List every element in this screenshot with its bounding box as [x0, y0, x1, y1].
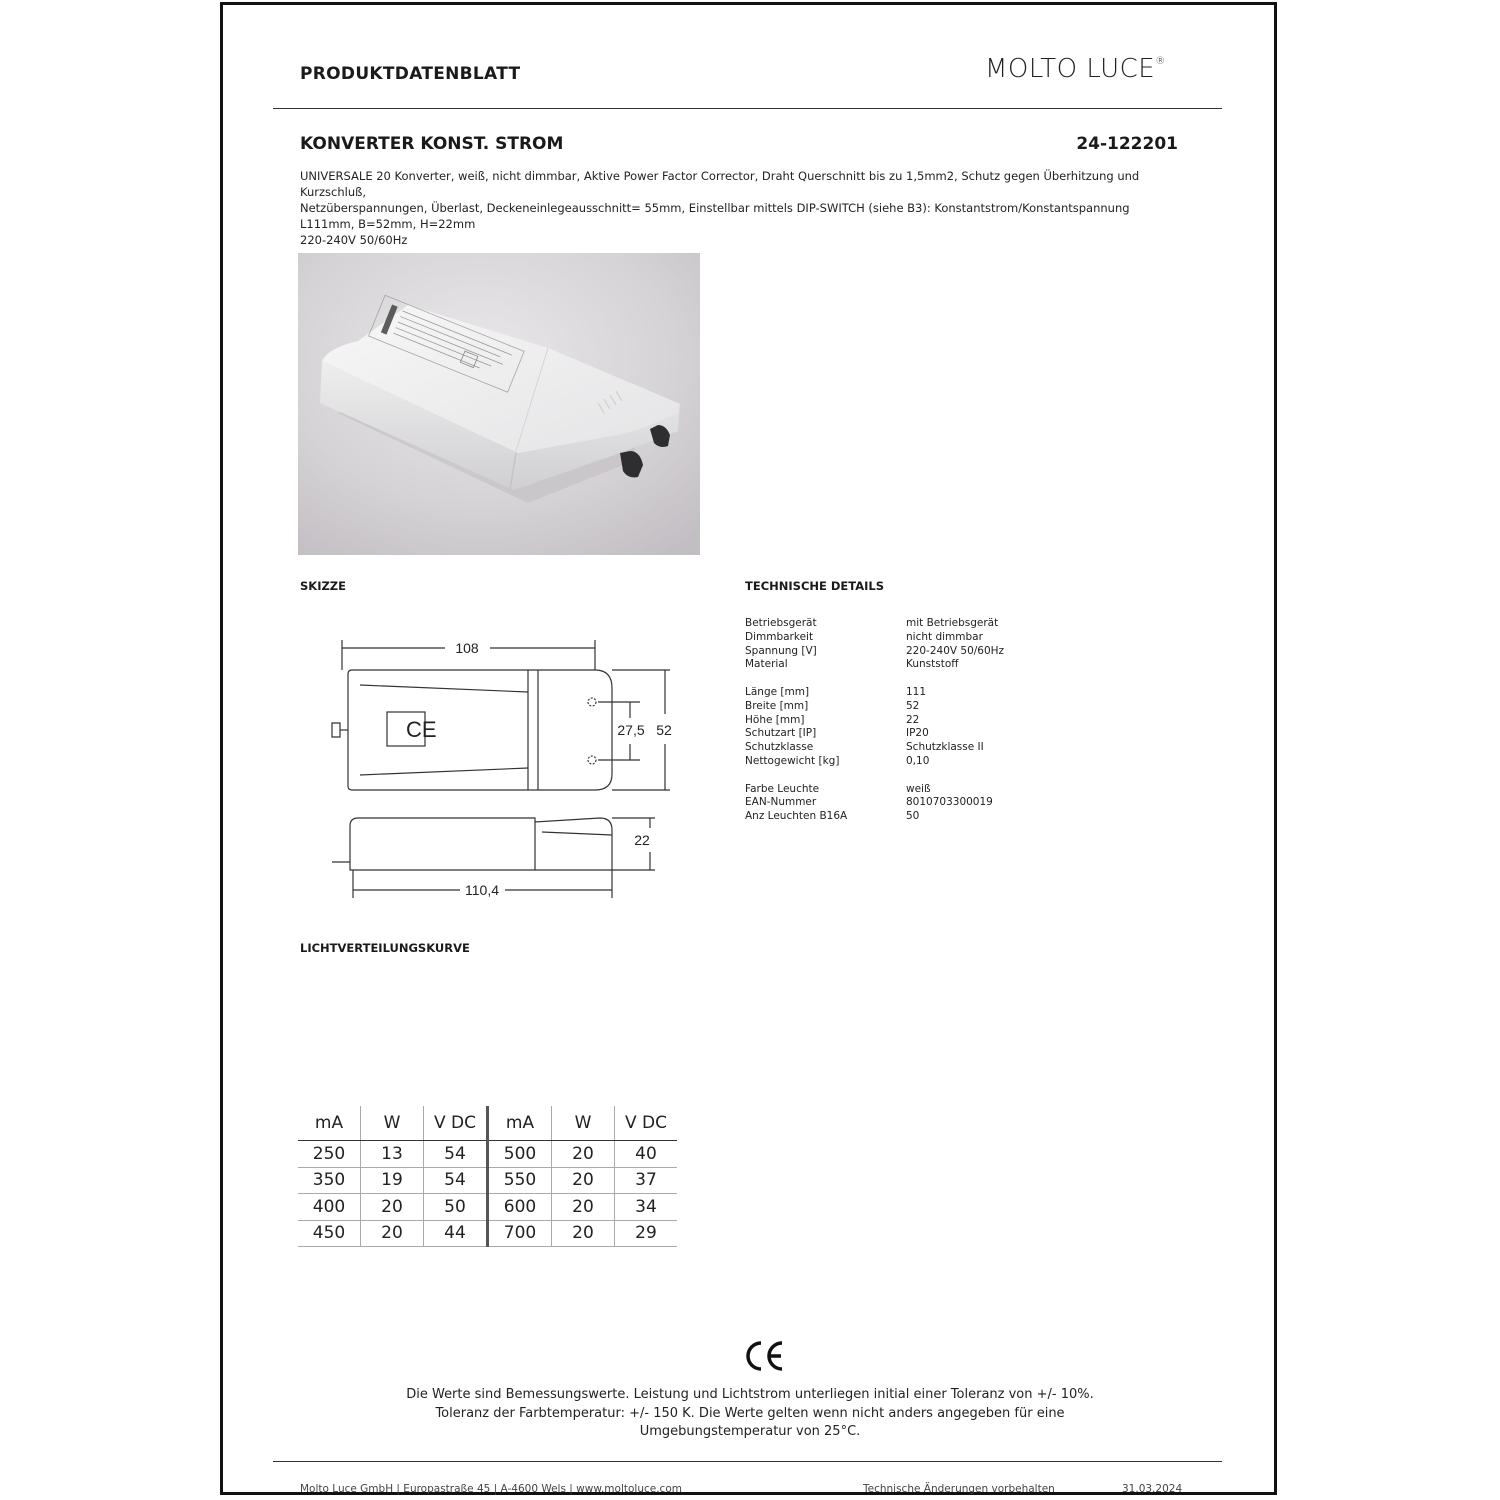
tech-details-list [745, 617, 1004, 824]
tech-detail-row [745, 686, 1004, 700]
tech-detail-value: 111 [906, 685, 927, 698]
table-cell: 20 [552, 1167, 615, 1194]
group-spacer [745, 769, 1004, 783]
col-header: W [361, 1106, 424, 1141]
tech-detail-value: nicht dimmbar [906, 630, 983, 643]
table-cell: 29 [615, 1220, 678, 1247]
description-line: L111mm, B=52mm, H=22mm [300, 217, 476, 231]
tolerance-note [300, 1386, 1200, 1442]
logo-mark: ® [1155, 56, 1166, 67]
table-cell: 40 [615, 1141, 678, 1168]
footer-date: 31.03.2024 [1122, 1483, 1183, 1495]
table-cell: 54 [424, 1141, 488, 1168]
tech-detail-row [745, 783, 1004, 797]
tech-detail-key: Länge [mm] [745, 685, 810, 698]
tech-detail-row [745, 741, 1004, 755]
tech-detail-value: Kunststoff [906, 658, 959, 671]
tech-detail-value: 0,10 [906, 754, 930, 767]
tech-detail-row [745, 645, 1004, 659]
table-cell: 20 [361, 1194, 424, 1221]
description-line: 220-240V 50/60Hz [300, 233, 408, 247]
table-cell: 400 [298, 1194, 361, 1221]
tech-detail-key: Anz Leuchten B16A [745, 810, 848, 823]
table-row [298, 1167, 677, 1194]
table-cell: 500 [488, 1141, 552, 1168]
group-spacer [745, 672, 1004, 686]
product-description [300, 168, 1190, 248]
tech-detail-row [745, 714, 1004, 728]
table-cell: 34 [615, 1194, 678, 1221]
tech-detail-row [745, 727, 1004, 741]
col-header: mA [488, 1106, 552, 1141]
ce-mark [744, 1340, 786, 1372]
section-sketch-title: SKIZZE [300, 579, 347, 593]
tech-detail-value: IP20 [906, 727, 929, 740]
tech-detail-value: 50 [906, 810, 920, 823]
tech-detail-row [745, 631, 1004, 645]
tech-detail-key: Farbe Leuchte [745, 782, 820, 795]
note-line: Die Werte sind Bemessungswerte. Leistung und Lichtstrom unterliegen initial einer Toleranz von +/- 10%. [406, 1387, 1094, 1402]
dim-length-label: 108 [455, 640, 479, 656]
tech-detail-value: 22 [906, 713, 920, 726]
table-cell: 20 [361, 1220, 424, 1247]
tech-detail-key: Schutzart [IP] [745, 727, 817, 740]
dim-total-length-label: 110,4 [465, 882, 499, 898]
tech-detail-key: Dimmbarkeit [745, 630, 814, 643]
tech-detail-row [745, 755, 1004, 769]
tech-detail-row [745, 658, 1004, 672]
tech-detail-key: Spannung [V] [745, 644, 817, 657]
note-line: Umgebungstemperatur von 25°C. [639, 1424, 861, 1439]
page-title: PRODUKTDATENBLATT [300, 64, 521, 84]
tech-detail-value: Schutzklasse II [906, 741, 984, 754]
tech-detail-key: Betriebsgerät [745, 617, 817, 629]
product-number: 24-122201 [1076, 134, 1178, 154]
table-row [298, 1194, 677, 1221]
tech-detail-key: Schutzklasse [745, 741, 814, 754]
tech-detail-key: Höhe [mm] [745, 713, 805, 726]
logo-text: MOLTO LUCE [985, 54, 1156, 84]
table-cell: 600 [488, 1194, 552, 1221]
table-cell: 350 [298, 1167, 361, 1194]
tech-detail-row [745, 810, 1004, 824]
footer-disclaimer: Technische Änderungen vorbehalten [863, 1483, 1055, 1495]
col-header: V DC [424, 1106, 488, 1141]
table-cell: 700 [488, 1220, 552, 1247]
product-title: KONVERTER KONST. STROM [300, 134, 564, 154]
dimension-sketch [320, 630, 690, 900]
table-cell: 250 [298, 1141, 361, 1168]
dim-hole-spacing-label: 27,5 [617, 722, 645, 738]
table-cell: 20 [552, 1141, 615, 1168]
tech-detail-value: 8010703300019 [906, 796, 993, 809]
col-header: W [552, 1106, 615, 1141]
tech-detail-value: 52 [906, 699, 920, 712]
table-cell: 550 [488, 1167, 552, 1194]
brand-logo [985, 54, 1166, 84]
dim-height-label: 22 [634, 832, 650, 848]
table-cell: 44 [424, 1220, 488, 1247]
section-light-distribution-title: LICHTVERTEILUNGSKURVE [300, 941, 470, 955]
table-cell: 20 [552, 1194, 615, 1221]
table-row [298, 1141, 677, 1168]
section-tech-title: TECHNISCHE DETAILS [745, 579, 885, 593]
tech-detail-key: EAN-Nummer [745, 796, 817, 809]
tech-detail-row [745, 796, 1004, 810]
tech-detail-key: Nettogewicht [kg] [745, 754, 840, 767]
tech-detail-value: mit Betriebsgerät [906, 617, 999, 629]
table-header-row [298, 1106, 677, 1141]
description-line: UNIVERSALE 20 Konverter, weiß, nicht dimmbar, Aktive Power Factor Corrector, Draht Querschnitt bis zu 1,5mm2, Schutz gegen Überhitzung und Kurzschluß, [300, 169, 1140, 199]
tech-detail-row [745, 617, 1004, 631]
table-cell: 450 [298, 1220, 361, 1247]
table-cell: 54 [424, 1167, 488, 1194]
product-photo [298, 253, 700, 555]
table-cell: 13 [361, 1141, 424, 1168]
dim-width-label: 52 [656, 722, 672, 738]
footer-company: Molto Luce GmbH | Europastraße 45 | A-4600 Wels | www.moltoluce.com [300, 1483, 682, 1495]
tech-detail-value: weiß [906, 782, 931, 795]
footer-divider [273, 1461, 1222, 1462]
current-power-voltage-table [298, 1106, 677, 1247]
tech-detail-key: Material [745, 658, 788, 671]
table-cell: 20 [552, 1220, 615, 1247]
col-header: V DC [615, 1106, 678, 1141]
ce-mark-sketch: CE [406, 717, 437, 742]
description-line: Netzüberspannungen, Überlast, Deckeneinlegeausschnitt= 55mm, Einstellbar mittels DIP-SWITCH (siehe B3): Konstantstrom/Konstantspannung [300, 201, 1130, 215]
table-cell: 19 [361, 1167, 424, 1194]
note-line: Toleranz der Farbtemperatur: +/- 150 K. Die Werte gelten wenn nicht anders angegeben für eine [435, 1405, 1065, 1421]
tech-detail-row [745, 700, 1004, 714]
table-cell: 50 [424, 1194, 488, 1221]
tech-detail-key: Breite [mm] [745, 699, 809, 712]
col-header: mA [298, 1106, 361, 1141]
header-divider [273, 108, 1222, 109]
table-cell: 37 [615, 1167, 678, 1194]
tech-detail-value: 220-240V 50/60Hz [906, 644, 1005, 657]
table-row [298, 1220, 677, 1247]
